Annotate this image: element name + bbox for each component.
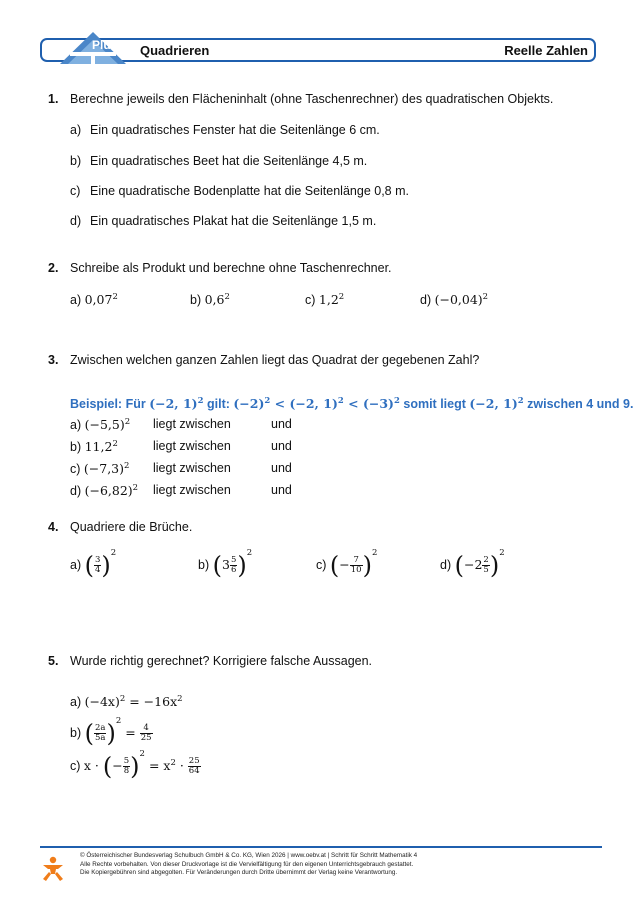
footer-rule — [40, 846, 602, 848]
publisher-logo-icon — [40, 856, 66, 882]
task-2-number: 2. — [48, 261, 59, 275]
task-3-example: Beispiel: Für (−2, 1)$^2$ gilt: $(-2)^2 < (-2$, $1)^2 < (-3)^2$ somit liegt (−2, 1)$^2$ zwischen 4 und 9. — [70, 396, 634, 412]
task-4-prompt: Quadriere die Brüche. — [70, 520, 193, 534]
task-3c-und: und — [271, 461, 292, 475]
task-5a: a) $(-4x)^2 = -16x^2$ — [70, 694, 183, 710]
task-3c-mid: liegt zwischen — [153, 461, 231, 475]
task-5-number: 5. — [48, 654, 59, 668]
task-1d-text: Ein quadratisches Plakat hat die Seitenlänge 1,5 m. — [90, 214, 377, 228]
task-1b-text: Ein quadratisches Beet hat die Seitenlänge 4,5 m. — [90, 154, 368, 168]
task-1a-label: a) — [70, 123, 82, 137]
task-4a: a) ( $\frac{3}{4}$ )$^2$ — [70, 548, 117, 580]
worksheet-topic: Reelle Zahlen — [504, 43, 588, 58]
task-3a-expr: a) $(-5,5)^2$ — [70, 417, 131, 433]
task-5c: c) x · (− $\frac{5}{8}$ )$^2 = x^2$ · $\frac{25}{64}$ — [70, 749, 200, 781]
task-2d: d) $(-0,04)^2$ — [420, 292, 489, 308]
task-3d-und: und — [271, 483, 292, 497]
task-1c-text: Eine quadratische Bodenplatte hat die Seitenlänge 0,8 m. — [90, 184, 409, 198]
task-1a-text: Ein quadratisches Fenster hat die Seitenlänge 6 cm. — [90, 123, 380, 137]
task-1d-label: d) — [70, 214, 82, 228]
copyright-notice: © Österreichischer Bundesverlag Schulbuch GmbH & Co. KG, Wien 2026 | www.oebv.at | Schritt für Schritt Mathematik 4 Alle Rechte vorbehalten. Von dieser Druckvorlage ist die Vervielfältigung für den eigenen Unterrichtsgebrauch gestattet. Die Kopiergebühren sind abgegolten. Für Veränderungen durch Dritte übernimmt der Verlag keine Verantwortung. — [80, 852, 418, 877]
task-1-number: 1. — [48, 92, 59, 106]
task-1b-label: b) — [70, 154, 82, 168]
task-2-prompt: Schreibe als Produkt und berechne ohne Taschenrechner. — [70, 261, 392, 275]
worksheet-title: Quadrieren — [140, 43, 210, 58]
logo-text: Plus — [92, 38, 118, 52]
task-4-number: 4. — [48, 520, 59, 534]
task-3b-mid: liegt zwischen — [153, 439, 231, 453]
task-3a-und: und — [271, 417, 292, 431]
task-3d-expr: d) $(-6,82)^2$ — [70, 483, 139, 499]
task-2b: b) $0,6^2$ — [190, 292, 230, 308]
task-5b: b) ( $\frac{2a}{5a}$ )$^2$ = $\frac{4}{25}$ — [70, 716, 152, 748]
task-3b-und: und — [271, 439, 292, 453]
task-2c: c) $1,2^2$ — [305, 292, 345, 308]
task-4b: b) (3 $\frac{5}{6}$ )$^2$ — [198, 548, 253, 580]
task-3-prompt: Zwischen welchen ganzen Zahlen liegt das Quadrat der gegebenen Zahl? — [70, 353, 480, 367]
task-3c-expr: c) $(-7,3)^2$ — [70, 461, 130, 477]
task-3-number: 3. — [48, 353, 59, 367]
task-1-prompt: Berechne jeweils den Flächeninhalt (ohne Taschenrechner) des quadratischen Objekts. — [70, 92, 554, 106]
task-4d: d) (−2 $\frac{2}{5}$ )$^2$ — [440, 548, 505, 580]
task-3d-mid: liegt zwischen — [153, 483, 231, 497]
task-3b-expr: b) 11,2$^2$ — [70, 439, 118, 455]
task-5-prompt: Wurde richtig gerechnet? Korrigiere falsche Aussagen. — [70, 654, 373, 668]
task-1c-label: c) — [70, 184, 81, 198]
task-3a-mid: liegt zwischen — [153, 417, 231, 431]
task-2a: a) 0,07$^2$ — [70, 292, 118, 308]
task-4c: c) (− $\frac{7}{10}$ )$^2$ — [316, 548, 378, 580]
